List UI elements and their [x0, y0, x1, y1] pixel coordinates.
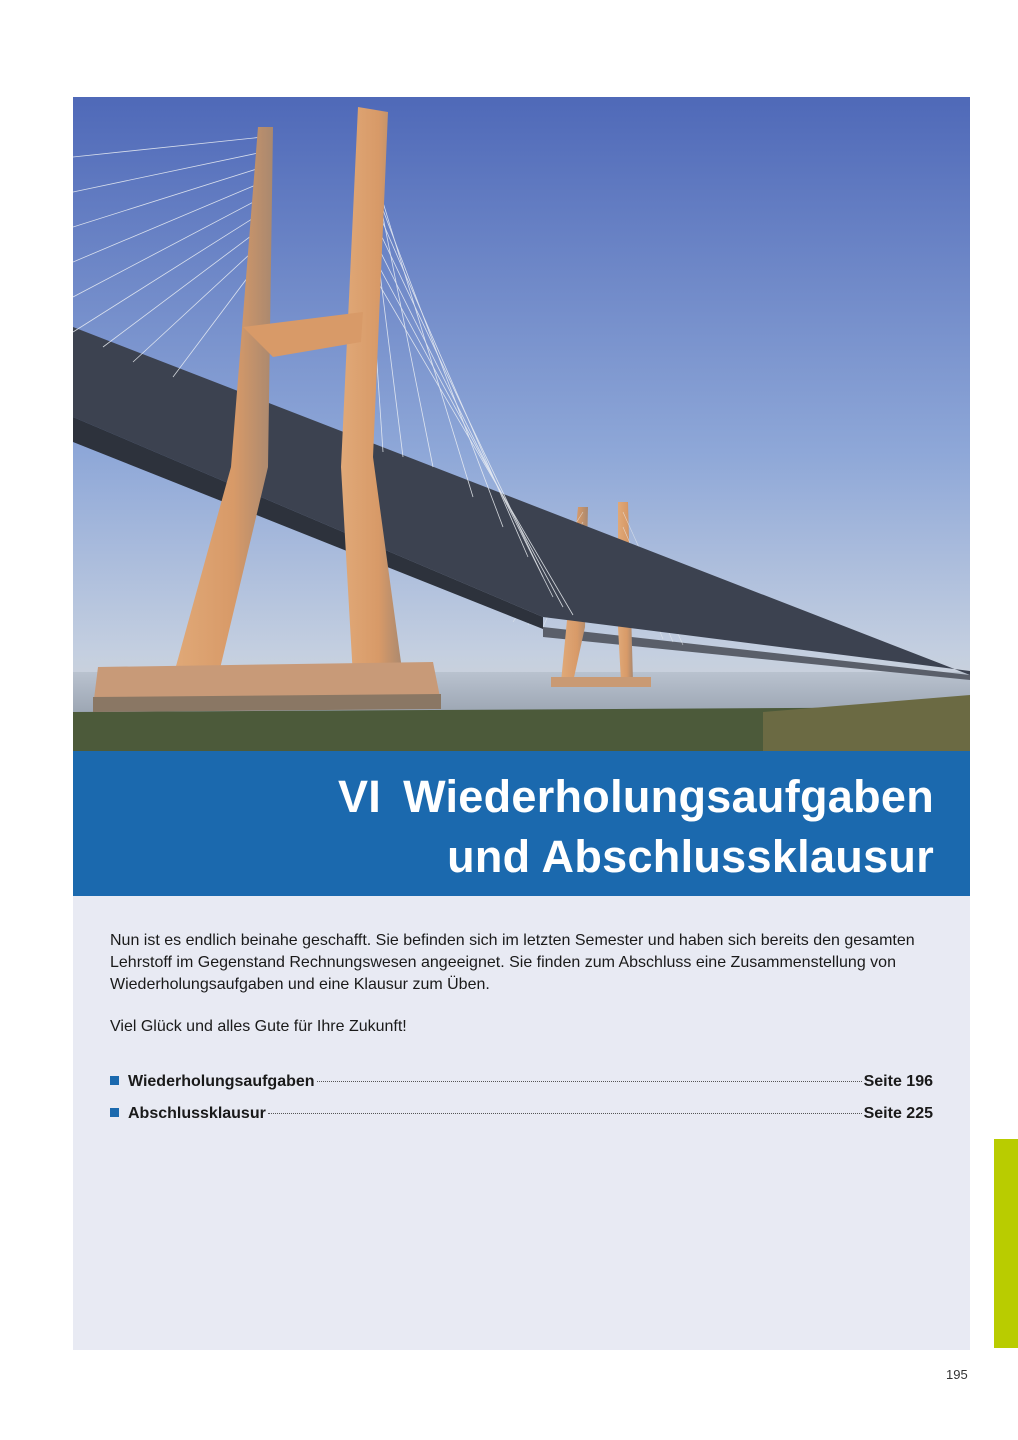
bridge-photo	[73, 97, 970, 751]
toc-leader-dots	[317, 1081, 862, 1082]
chapter-title-line-1	[338, 771, 934, 823]
square-bullet-icon	[110, 1076, 119, 1085]
chapter-numeral: VI	[337, 771, 382, 822]
intro-paragraph: Nun ist es endlich beinahe geschafft. Sie befinden sich im letzten Semester und haben sich bereits den gesamten Lehrstoff im Gegenstand Rechnungswesen angeeignet. Sie finden zum Abschluss eine Zusammenstellung von Wiederholungsaufgaben und eine Klausur zum Üben.	[110, 932, 915, 993]
toc-page: Seite 196	[863, 1073, 933, 1090]
toc-label: Abschlussklausur	[128, 1105, 266, 1122]
intro-panel	[73, 896, 970, 1350]
toc-leader-dots	[268, 1113, 862, 1114]
toc-entry-abschlussklausur[interactable]	[110, 1105, 933, 1123]
toc-label: Wiederholungsaufgaben	[128, 1073, 315, 1090]
toc-entry-wiederholungsaufgaben[interactable]	[110, 1073, 933, 1091]
square-bullet-icon	[110, 1108, 119, 1117]
chapter-title-text-1: Wiederholungsaufgaben	[403, 771, 934, 822]
toc-page: Seite 225	[863, 1105, 933, 1122]
chapter-title-line-2: und Abschlussklausur	[447, 831, 934, 882]
page-number: 195	[946, 1367, 968, 1382]
chapter-title-banner	[73, 751, 970, 896]
intro-wish: Viel Glück und alles Gute für Ihre Zukunft!	[110, 1018, 407, 1035]
section-tab-marker	[994, 1139, 1018, 1348]
